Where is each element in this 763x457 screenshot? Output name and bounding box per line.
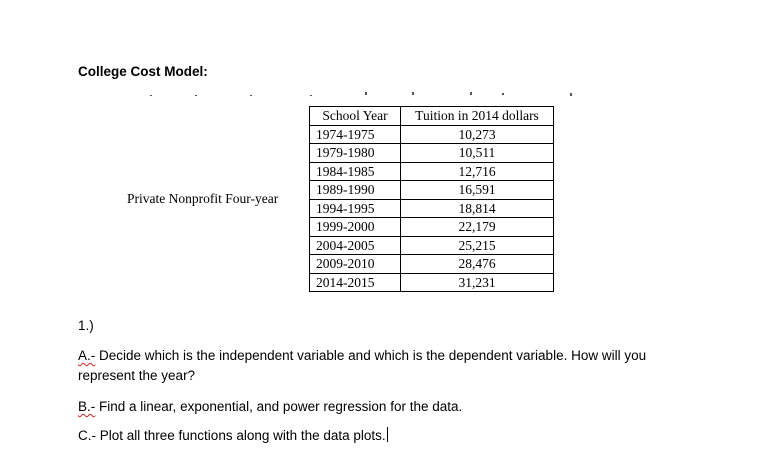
- question-c-text: Plot all three functions along with the data plots.: [96, 428, 386, 443]
- question-number: 1.): [78, 318, 94, 333]
- tuition-table: [309, 106, 554, 292]
- tuition-cell: 31,231: [401, 273, 554, 292]
- cropped-text-remnant: [150, 92, 580, 98]
- tuition-cell: 12,716: [401, 162, 554, 181]
- school-year-cell: 1999-2000: [310, 218, 401, 237]
- document-title: College Cost Model:: [78, 64, 208, 79]
- question-c[interactable]: [78, 426, 678, 446]
- tuition-cell: 25,215: [401, 236, 554, 255]
- text-cursor: [387, 427, 388, 442]
- table-row: [310, 144, 554, 163]
- school-year-cell: 1984-1985: [310, 162, 401, 181]
- column-header-tuition: Tuition in 2014 dollars: [401, 107, 554, 126]
- question-b: [78, 397, 678, 417]
- question-b-text: Find a linear, exponential, and power regression for the data.: [95, 399, 463, 414]
- column-header-school-year: School Year: [310, 107, 401, 126]
- table-row: [310, 273, 554, 292]
- school-year-cell: 2009-2010: [310, 255, 401, 274]
- school-year-cell: 1974-1975: [310, 125, 401, 144]
- table-row: [310, 236, 554, 255]
- question-b-prefix: B.-: [78, 399, 96, 414]
- tuition-cell: 18,814: [401, 199, 554, 218]
- tuition-cell: 16,591: [401, 181, 554, 200]
- question-c-prefix: C.-: [78, 428, 96, 443]
- tuition-cell: 10,511: [401, 144, 554, 163]
- category-label: Private Nonprofit Four-year: [127, 191, 279, 206]
- table-row: [310, 255, 554, 274]
- table-row: [310, 125, 554, 144]
- table-row: [310, 181, 554, 200]
- school-year-cell: 2014-2015: [310, 273, 401, 292]
- question-a-text: Decide which is the independent variable and which is the dependent variable. How will you represent the year?: [78, 348, 647, 383]
- table-header-row: [310, 107, 554, 126]
- tuition-cell: 10,273: [401, 125, 554, 144]
- table-row: [310, 199, 554, 218]
- tuition-cell: 22,179: [401, 218, 554, 237]
- tuition-cell: 28,476: [401, 255, 554, 274]
- table-body: [310, 125, 554, 292]
- table-row: [310, 218, 554, 237]
- school-year-cell: 1979-1980: [310, 144, 401, 163]
- school-year-cell: 2004-2005: [310, 236, 401, 255]
- school-year-cell: 1989-1990: [310, 181, 401, 200]
- school-year-cell: 1994-1995: [310, 199, 401, 218]
- question-a: [78, 346, 678, 386]
- question-a-prefix: A.-: [78, 348, 96, 363]
- table-row: [310, 162, 554, 181]
